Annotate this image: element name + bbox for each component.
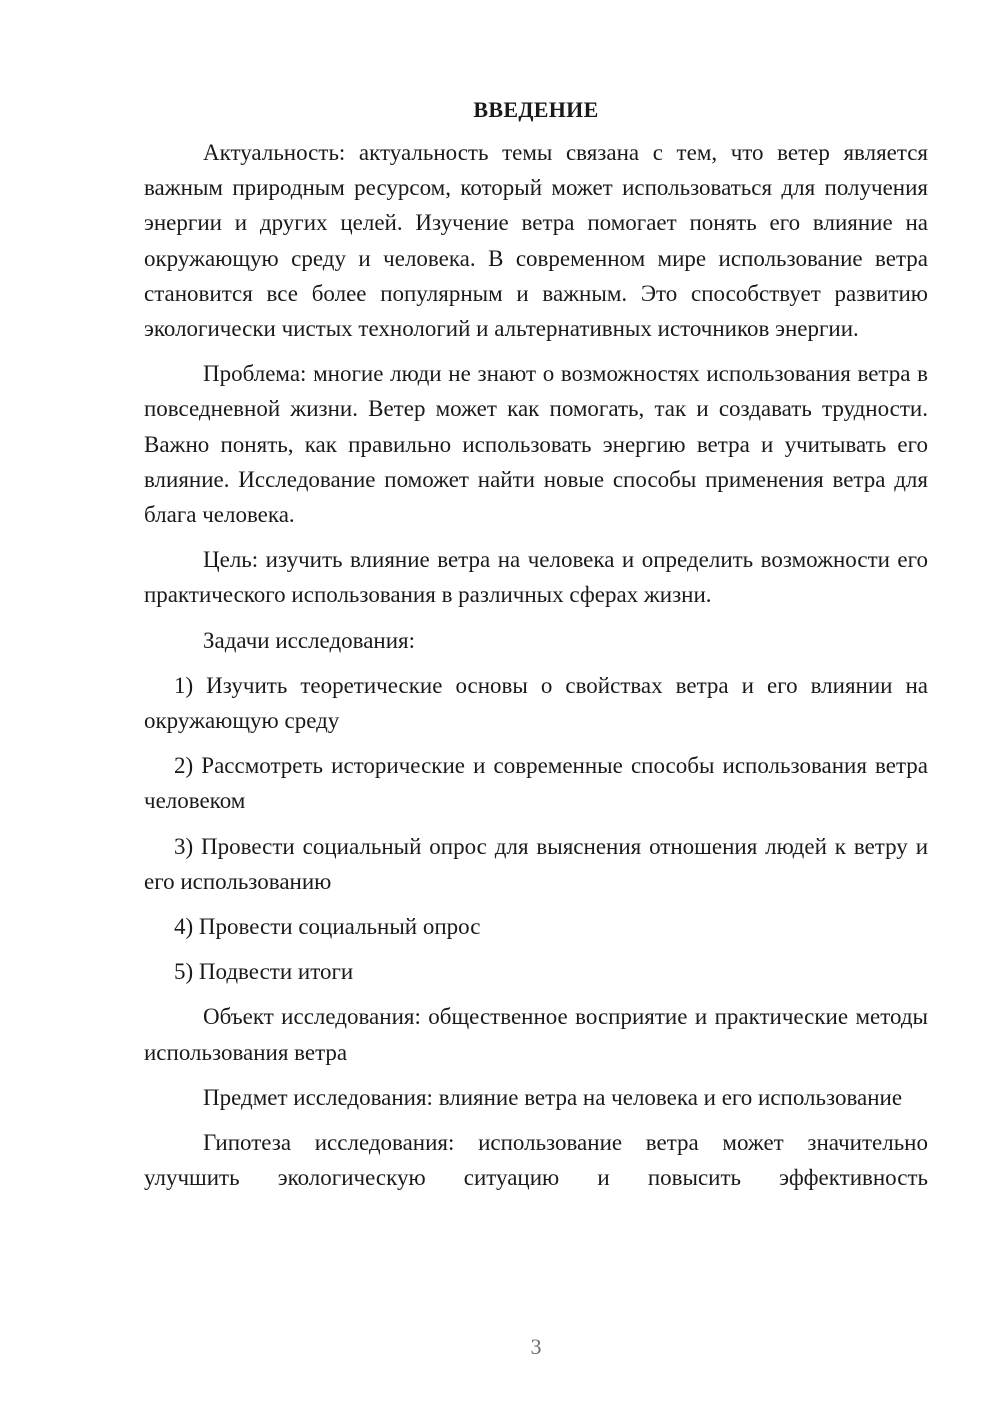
page-number: 3 <box>530 1334 542 1359</box>
paragraph-object: Объект исследования: общественное восприятие и практические методы использования ветра <box>144 1004 928 1065</box>
paragraph-relevance: Актуальность: актуальность темы связана с тем, что ветер является важным природным ресурсом, который может использоваться для получения энергии и других целей. Изучение ветра помогает понять его влияние на окружающую среду и человека. В современном мире использование ветра становится все более популярным и важным. Это способствует развитию экологически чистых технологий и альтернативных источников энергии. <box>144 140 928 342</box>
task-item-3: 3) Провести социальный опрос для выяснения отношения людей к ветру и его использованию <box>144 833 928 894</box>
tasks-heading: Задачи исследования: <box>203 627 416 653</box>
paragraph-goal: Цель: изучить влияние ветра на человека и определить возможности его практического использования в различных сферах жизни. <box>144 547 928 608</box>
paragraph-hypothesis: Гипотеза исследования: использование ветра может значительно улучшить экологическую ситуацию и повысить эффективность <box>144 1130 928 1191</box>
task-item-2: 2) Рассмотреть исторические и современные способы использования ветра человеком <box>144 753 928 814</box>
task-item-4: 4) Провести социальный опрос <box>174 914 481 940</box>
paragraph-problem: Проблема: многие люди не знают о возможностях использования ветра в повседневной жизни. Ветер может как помогать, так и создавать трудности. Важно понять, как правильно использовать энергию ветра и учитывать его влияние. Исследование поможет найти новые способы применения ветра для блага человека. <box>144 361 928 528</box>
paragraph-subject: Предмет исследования: влияние ветра на человека и его использование <box>203 1084 903 1110</box>
task-item-1: 1) Изучить теоретические основы о свойствах ветра и его влиянии на окружающую среду <box>144 672 928 734</box>
task-item-5: 5) Подвести итоги <box>174 959 354 985</box>
page-content <box>144 92 928 1205</box>
section-title: ВВЕДЕНИЕ <box>473 97 599 122</box>
